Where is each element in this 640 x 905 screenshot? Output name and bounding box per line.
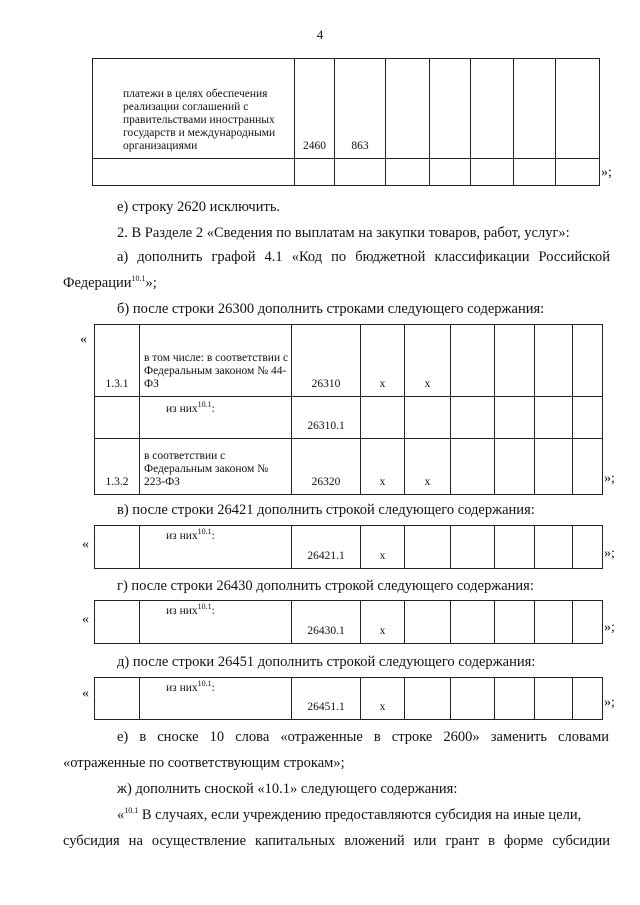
row-code: 26430.1: [292, 601, 361, 644]
row-description: из них$^{10.1}$:: [140, 397, 292, 439]
row-code: 26421.1: [292, 526, 361, 569]
close-quote: »;: [604, 546, 615, 561]
row-number: 1.3.1: [95, 325, 140, 397]
close-quote: »;: [601, 165, 612, 180]
open-quote: «: [80, 332, 87, 347]
row-description: в соответствии с Федеральным законом № 223-ФЗ: [140, 439, 292, 495]
open-quote: «: [82, 537, 89, 552]
cell-x: х: [405, 325, 451, 397]
paragraph-2: 2. В Разделе 2 «Сведения по выплатам на закупки товаров, работ, услуг»:: [117, 225, 570, 241]
row-description: из них$^{10.1}$:: [140, 601, 292, 644]
table-b: [94, 324, 603, 495]
cell-x: х: [405, 439, 451, 495]
footnote-line1: «$^{10.1}$ В случаях, если учреждению предоставляются субсидия на иные цели,: [117, 806, 582, 823]
page-number: 4: [316, 27, 324, 42]
close-quote: »;: [604, 471, 615, 486]
row-code: 26310: [292, 325, 361, 397]
open-quote: «: [82, 612, 89, 627]
row-description: в том числе: в соответствии с Федеральным законом № 44-ФЗ: [140, 325, 292, 397]
table-g: [94, 600, 603, 644]
cell-x: х: [361, 601, 405, 644]
close-quote: »;: [604, 695, 615, 710]
row-code: 26310.1: [292, 397, 361, 439]
paragraph-d: д) после строки 26451 дополнить строкой следующего содержания:: [117, 654, 536, 670]
paragraph-g: г) после строки 26430 дополнить строкой следующего содержания:: [117, 578, 534, 594]
cell-x: х: [361, 439, 405, 495]
row-value: 863: [335, 59, 386, 159]
row-code: 2460: [295, 59, 335, 159]
paragraph-b: б) после строки 26300 дополнить строками следующего содержания:: [117, 301, 545, 317]
open-quote: «: [82, 686, 89, 701]
cell-x: х: [361, 325, 405, 397]
paragraph-v: в) после строки 26421 дополнить строкой следующего содержания:: [117, 502, 535, 518]
row-code: 26451.1: [292, 678, 361, 720]
paragraph-e1: е) строку 2620 исключить.: [117, 199, 281, 215]
row-description: из них$^{10.1}$:: [140, 678, 292, 720]
paragraph-zh: ж) дополнить сноской «10.1» следующего содержания:: [117, 781, 458, 797]
footnote-line2: субсидия на осуществление капитальных вложений или грант в форме субсидии: [63, 833, 610, 849]
row-description: из них$^{10.1}$:: [140, 526, 292, 569]
row-number: 1.3.2: [95, 439, 140, 495]
cell-x: х: [361, 526, 405, 569]
close-quote: »;: [604, 620, 615, 635]
table-d: [94, 677, 603, 720]
row-code: 26320: [292, 439, 361, 495]
paragraph-e2-line2: «отраженные по соответствующим строкам»;: [63, 755, 345, 771]
cell-x: х: [361, 678, 405, 720]
paragraph-a-line1: а) дополнить графой 4.1 «Код по бюджетной классификации Российской: [117, 249, 610, 265]
top-table: [92, 58, 600, 186]
table-v: [94, 525, 603, 569]
row-description: платежи в целях обеспечения реализации соглашений с правительствами иностранных государств и международными организациями: [93, 59, 295, 159]
paragraph-a-line2: Федерации$^{10.1}$»;: [63, 274, 157, 291]
paragraph-e2-line1: е) в сноске 10 слова «отраженные в строке 2600» заменить словами: [117, 729, 609, 745]
